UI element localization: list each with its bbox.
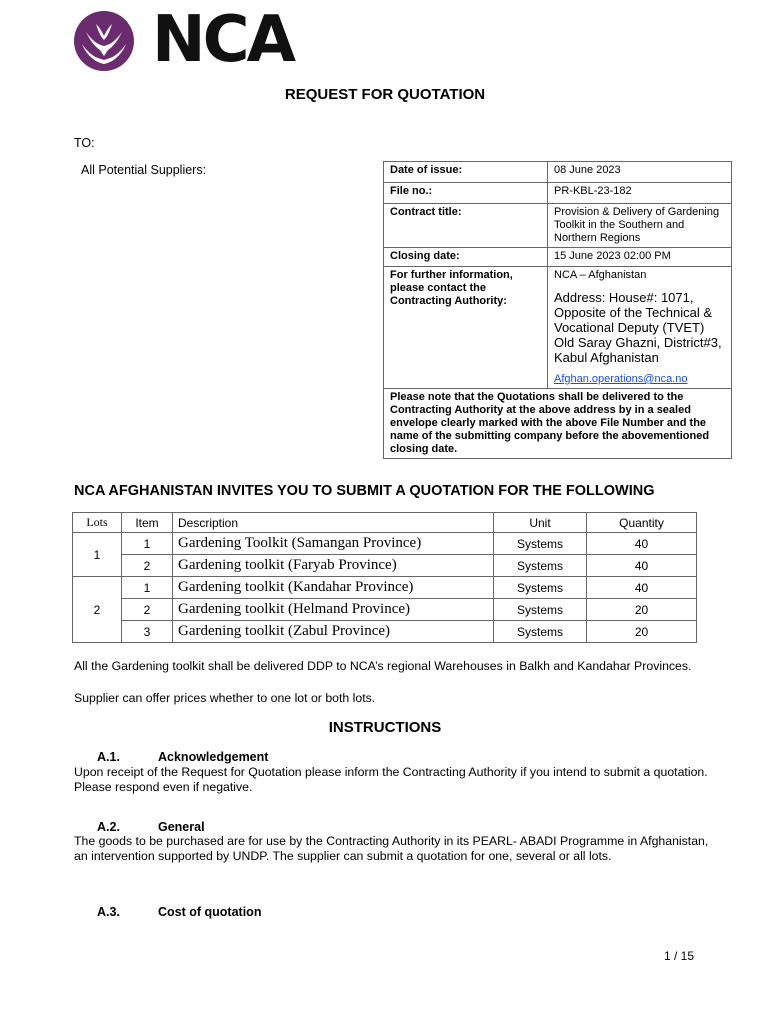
item-number: 1 [122, 533, 173, 555]
section-a1-title: Acknowledgement [158, 750, 269, 764]
section-a1-number: A.1. [97, 750, 120, 764]
recipients: All Potential Suppliers: [81, 163, 207, 177]
contact-address: Address: House#: 1071, Opposite of the Technical & Vocational Deputy (TVET) Old Saray Ghazni, District#3, Kabul Afghanistan [554, 290, 722, 365]
item-number: 2 [122, 555, 173, 577]
document-title: REQUEST FOR QUOTATION [284, 86, 486, 103]
closing-label: Closing date: [384, 248, 548, 267]
contact-org: NCA – Afghanistan [554, 269, 647, 281]
item-description: Gardening toolkit (Zabul Province) [173, 621, 494, 643]
lot-number: 2 [73, 577, 122, 643]
header-quantity: Quantity [587, 513, 697, 533]
lot-number: 1 [73, 533, 122, 577]
section-a1-text: Upon receipt of the Request for Quotation please inform the Contracting Authority if you intend to submit a quotation. Please respond even if negative. [74, 765, 708, 794]
contract-label: Contract title: [384, 204, 548, 248]
item-quantity: 20 [587, 599, 697, 621]
contract-value: Provision & Delivery of Gardening Toolkit in the Southern and Northern Regions [548, 204, 732, 248]
table-row [73, 599, 697, 621]
item-quantity: 40 [587, 533, 697, 555]
table-header-row [73, 513, 697, 533]
item-unit: Systems [494, 533, 587, 555]
section-a3-number: A.3. [97, 905, 120, 919]
instructions-heading: INSTRUCTIONS [328, 719, 442, 736]
header-unit: Unit [494, 513, 587, 533]
delivery-note: Please note that the Quotations shall be delivered to the Contracting Authority at the above address by in a sealed envelope clearly marked with the above File Number and the name of the submitting company before the abovementioned closing date. [384, 389, 732, 459]
section-a2-number: A.2. [97, 820, 120, 834]
contact-label: For further information, please contact the Contracting Authority: [384, 267, 548, 389]
page-number: 1 / 15 [664, 949, 695, 963]
offer-text: Supplier can offer prices whether to one lot or both lots. [74, 691, 376, 705]
table-row [73, 533, 697, 555]
contact-email-link[interactable]: Afghan.operations@nca.no [554, 373, 688, 385]
item-unit: Systems [494, 621, 587, 643]
item-description: Gardening toolkit (Faryab Province) [173, 555, 494, 577]
closing-value: 15 June 2023 02:00 PM [548, 248, 732, 267]
item-description: Gardening toolkit (Helmand Province) [173, 599, 494, 621]
file-value: PR-KBL-23-182 [548, 183, 732, 204]
item-unit: Systems [494, 599, 587, 621]
item-description: Gardening toolkit (Kandahar Province) [173, 577, 494, 599]
delivery-text: All the Gardening toolkit shall be delivered DDP to NCA’s regional Warehouses in Balkh and Kandahar Provinces. [74, 659, 692, 673]
item-quantity: 20 [587, 621, 697, 643]
date-label: Date of issue: [384, 162, 548, 183]
to-label: TO: [74, 136, 95, 150]
table-row [73, 555, 697, 577]
table-row [73, 621, 697, 643]
header-item: Item [122, 513, 173, 533]
dove-hands-icon [72, 10, 136, 72]
contact-cell [548, 267, 732, 389]
item-unit: Systems [494, 577, 587, 599]
lots-table [72, 512, 697, 643]
date-value: 08 June 2023 [548, 162, 732, 183]
section-a2-title: General [158, 820, 205, 834]
invite-heading: NCA AFGHANISTAN INVITES YOU TO SUBMIT A QUOTATION FOR THE FOLLOWING [74, 483, 655, 499]
item-number: 1 [122, 577, 173, 599]
table-row [73, 577, 697, 599]
item-quantity: 40 [587, 577, 697, 599]
section-a2-text: The goods to be purchased are for use by the Contracting Authority in its PEARL- ABADI Programme in Afghanistan, an intervention supported by UNDP. The supplier can submit a quotation for one, several or all lots. [74, 834, 709, 863]
nca-logo [72, 3, 307, 77]
file-label: File no.: [384, 183, 548, 204]
header-description: Description [173, 513, 494, 533]
item-quantity: 40 [587, 555, 697, 577]
section-a3-title: Cost of quotation [158, 905, 262, 919]
logo-wordmark: NCA [152, 3, 294, 77]
header-lots: Lots [73, 513, 122, 533]
info-table [383, 161, 732, 459]
item-unit: Systems [494, 555, 587, 577]
item-description: Gardening Toolkit (Samangan Province) [173, 533, 494, 555]
item-number: 3 [122, 621, 173, 643]
item-number: 2 [122, 599, 173, 621]
